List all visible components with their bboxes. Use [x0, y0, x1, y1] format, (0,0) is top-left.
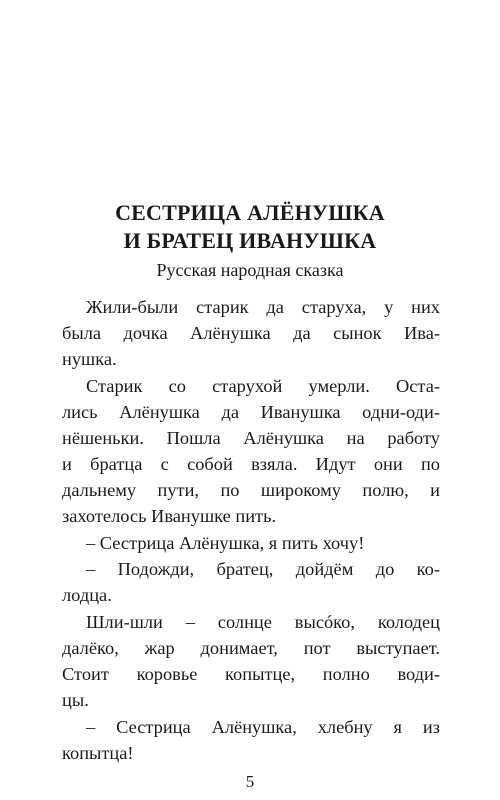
page-number: 5	[245, 772, 255, 791]
text-line: далёко, жар донимает, пот выступает.	[62, 638, 440, 658]
story-subtitle: Русская народная сказка	[156, 260, 344, 280]
text-line: цы.	[62, 690, 89, 710]
text-line: Жили-были старик да старуха, у них	[86, 297, 440, 317]
text-line: – Сестрица Алёнушка, хлебну я из	[86, 717, 440, 737]
text-line: захотелось Иванушке пить.	[62, 506, 277, 526]
text-line: и братца с собой взяла. Идут они по	[62, 454, 440, 474]
text-line: лись Алёнушка да Иванушка одни-оди-	[62, 402, 440, 422]
text-line: была дочка Алёнушка да сынок Ива-	[62, 323, 440, 343]
text-line: – Подожди, братец, дойдём до ко-	[86, 559, 440, 579]
text-line: Шли-шли – солнце высóко, колодец	[86, 612, 440, 632]
text-line: Стоит коровье копытце, полно води-	[62, 664, 440, 684]
story-title-line-1: СЕСТРИЦА АЛЁНУШКА	[115, 200, 385, 225]
text-line: дальнему пути, по широкому полю, и	[62, 480, 440, 500]
story-title-line-2: И БРАТЕЦ ИВАНУШКА	[123, 228, 377, 253]
text-line: лодца.	[62, 585, 112, 605]
text-line: нушка.	[62, 349, 117, 369]
text-line: копытца!	[62, 743, 134, 763]
text-line: Старик со старухой умерли. Оста-	[86, 376, 440, 396]
text-line: – Сестрица Алёнушка, я пить хочу!	[86, 533, 365, 553]
text-line: нёшеньки. Пошла Алёнушка на работу	[62, 428, 440, 448]
